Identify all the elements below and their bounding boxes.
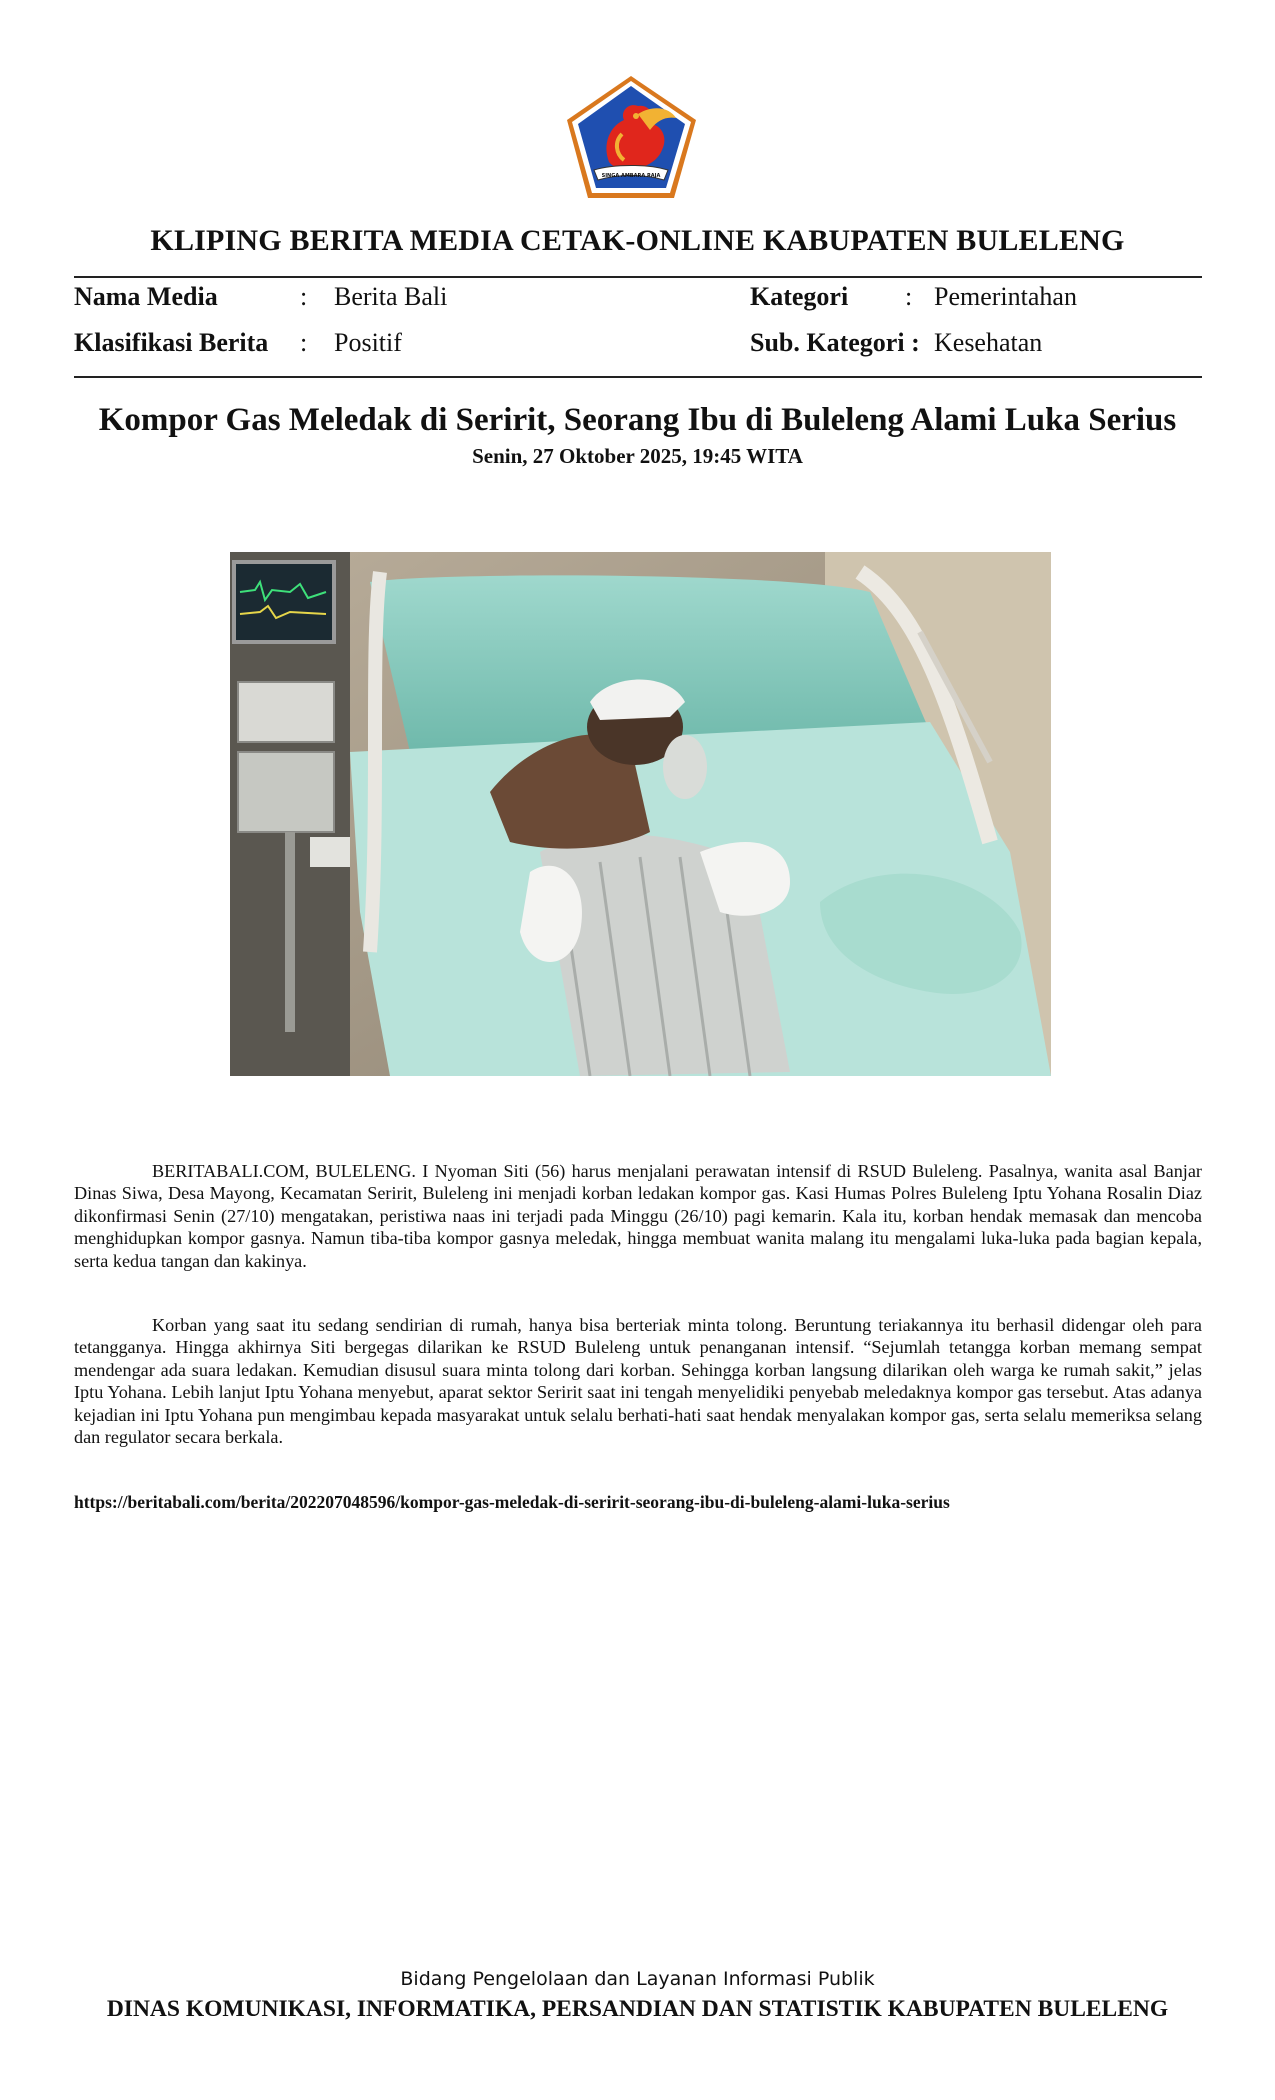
header-divider-top	[74, 276, 1202, 278]
meta-media-label: Nama Media	[74, 282, 218, 311]
article-paragraph-1: BERITABALI.COM, BULELENG. I Nyoman Siti (56) harus menjalani perawatan intensif di RSUD Buleleng. Pasalnya, wanita asal Banjar Dinas Siwa, Desa Mayong, Kecamatan Seririt, Buleleng ini menjadi korban ledakan kompor gas. Kasi Humas Polres Buleleng Iptu Yohana Rosalin Diaz dikonfirmasi Senin (27/10) mengatakan, peristiwa naas ini terjadi pada Minggu (26/10) pagi kemarin. Kala itu, korban hendak memasak dan mencoba menghidupkan kompor gasnya. Namun tiba-tiba kompor gasnya meledak, hingga membuat wanita malang itu mengalami luka-luka pada bagian kepala, serta kedua tangan dan kakinya.	[74, 1161, 1202, 1271]
meta-klasifikasi-separator: :	[300, 328, 308, 357]
article-date: Senin, 27 Oktober 2025, 19:45 WITA	[472, 444, 803, 468]
header-divider-bottom	[74, 376, 1202, 378]
meta-klasifikasi-label: Klasifikasi Berita	[74, 328, 269, 357]
article-source-link[interactable]: https://beritabali.com/berita/202207048596/kompor-gas-meledak-di-seririt-seorang-ibu-di-buleleng-alami-luka-serius	[74, 1492, 950, 1512]
meta-subkategori-label: Sub. Kategori :	[750, 328, 920, 357]
document-header-title: KLIPING BERITA MEDIA CETAK-ONLINE KABUPATEN BULELENG	[150, 224, 1125, 257]
meta-kategori-value: Pemerintahan	[934, 282, 1077, 311]
kabupaten-buleleng-crest-icon	[564, 74, 699, 200]
meta-klasifikasi-row	[74, 328, 268, 358]
meta-media-row	[74, 282, 218, 312]
article-paragraph-2: Korban yang saat itu sedang sendirian di rumah, hanya bisa berteriak minta tolong. Beruntung teriakannya itu berhasil didengar oleh para tetangganya. Hingga akhirnya Siti bergegas dilarikan ke RSUD Buleleng untuk penanganan intensif. “Sejumlah tetangga korban memang sempat mendengar ada suara ledakan. Kemudian disusul suara minta tolong dari korban. Sehingga korban langsung dilarikan oleh warga ke rumah sakit,” jelas Iptu Yohana. Lebih lanjut Iptu Yohana menyebut, aparat sektor Seririt saat ini tengah menyelidiki penyebab meledaknya kompor gas tersebut. Atas adanya kejadian ini Iptu Yohana pun mengimbau kepada masyarakat untuk selalu berhati-hati saat hendak menyalakan kompor gas, serta selalu memeriksa selang dan regulator secara berkala.	[74, 1315, 1202, 1448]
meta-kategori-row	[750, 282, 848, 312]
meta-subkategori-value: Kesehatan	[934, 328, 1043, 357]
meta-media-separator: :	[300, 282, 308, 311]
meta-subkategori-row	[750, 328, 920, 358]
footer-department: Bidang Pengelolaan dan Layanan Informasi Publik	[400, 1968, 875, 1990]
logo-motto-text: SINGA AMBARA RAJA	[601, 173, 661, 179]
footer-agency: DINAS KOMUNIKASI, INFORMATIKA, PERSANDIAN DAN STATISTIK KABUPATEN BULELENG	[106, 1996, 1169, 2022]
meta-kategori-label: Kategori	[750, 282, 849, 311]
meta-kategori-separator: :	[905, 282, 913, 311]
meta-media-value: Berita Bali	[334, 282, 448, 311]
article-title: Kompor Gas Meledak di Seririt, Seorang Ibu di Buleleng Alami Luka Serius	[98, 402, 1177, 438]
article-photo	[230, 552, 1051, 1076]
meta-klasifikasi-value: Positif	[334, 328, 402, 357]
